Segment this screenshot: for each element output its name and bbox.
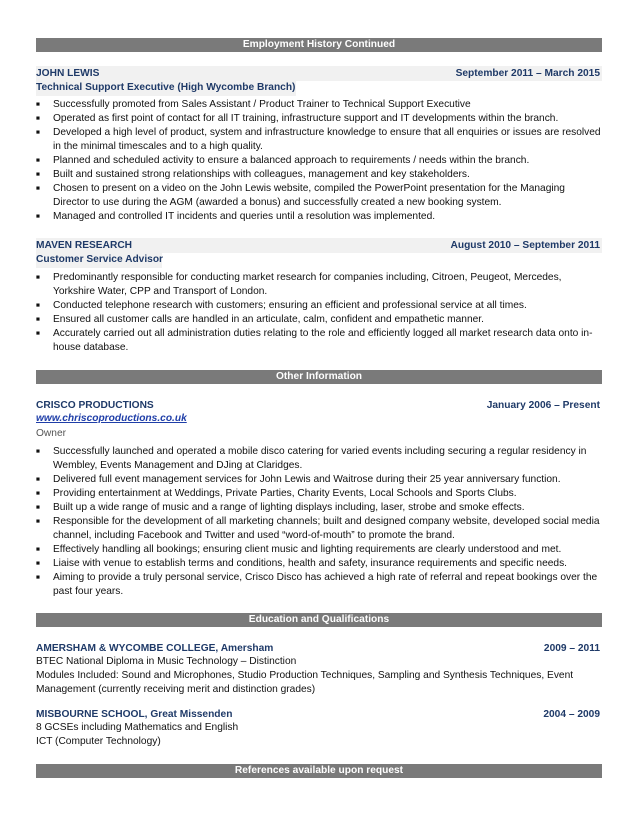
job-role: Customer Service Advisor <box>36 254 164 265</box>
company-name: MAVEN RESEARCH <box>36 239 133 251</box>
section-header-references: References available upon request <box>36 764 602 778</box>
list-item: ■ Effectively handling all bookings; ensuring client music and lighting requirements are clearly understood and met. <box>36 543 602 557</box>
education-header-misbourne <box>36 707 602 722</box>
list-item: ■ Responsible for the development of all marketing channels; built and designed company website, developed social media channel, including Facebook and Twitter and used “word-of-mouth” to promote the brand. <box>36 515 602 543</box>
job-dates: September 2011 – March 2015 <box>455 67 600 79</box>
education-dates: 2004 – 2009 <box>543 708 600 720</box>
list-item: ■ Ensured all customer calls are handled in an articulate, calm, confident and empathetic manner. <box>36 313 602 327</box>
company-website-link[interactable]: www.chriscoproductions.co.uk <box>36 413 187 424</box>
section-header-other-information: Other Information <box>36 370 602 384</box>
section-header-education: Education and Qualifications <box>36 613 602 627</box>
job-role: Owner <box>36 428 67 439</box>
company-name: JOHN LEWIS <box>36 67 100 79</box>
list-item: ■ Liaise with venue to establish terms and conditions, health and safety, insurance requirements and specific needs. <box>36 557 602 571</box>
list-item: ■ Accurately carried out all administration duties relating to the role and efficiently logged all market research data onto in-house database. <box>36 327 602 355</box>
list-item: ■ Chosen to present on a video on the John Lewis website, compiled the PowerPoint presentation for the Managing Director to use during the AGM (awarded a bonus) and successfully created a new booking system. <box>36 182 602 210</box>
list-item: ■ Developed a high level of product, system and infrastructure knowledge to ensure that all enquiries or issues are resolved in the minimal timescales and to a high quality. <box>36 126 602 154</box>
list-item: ■ Providing entertainment at Weddings, Private Parties, Charity Events, Local Schools and Sports Clubs. <box>36 487 602 501</box>
list-item: ■ Predominantly responsible for conducting market research for companies including, Citroen, Peugeot, Mercedes, Yorkshire Water, CPP and Transport of London. <box>36 271 602 299</box>
education-line: 8 GCSEs including Mathematics and English <box>36 722 239 733</box>
education-line: Modules Included: Sound and Microphones, Studio Production Techniques, Sampling and Synthesis Techniques, Event Management (currently receiving merit and distinction grades) <box>36 670 574 695</box>
list-item: ■ Successfully promoted from Sales Assistant / Product Trainer to Technical Support Executive <box>36 98 602 112</box>
job-bullets-maven-research <box>36 271 602 355</box>
list-item: ■ Operated as first point of contact for all IT training, infrastructure support and IT developments within the branch. <box>36 112 602 126</box>
job-dates: August 2010 – September 2011 <box>450 239 600 251</box>
list-item: ■ Conducted telephone research with customers; ensuring an efficient and professional service at all times. <box>36 299 602 313</box>
list-item: ■ Successfully launched and operated a mobile disco catering for varied events including securing a regular residency in Wembley, Events Management and DJing at Claridges. <box>36 445 602 473</box>
company-name: CRISCO PRODUCTIONS <box>36 399 154 411</box>
job-header-maven-research <box>36 238 602 253</box>
list-item: ■ Aiming to provide a truly personal service, Crisco Disco has achieved a high rate of referral and repeat bookings over the past four years. <box>36 571 602 599</box>
list-item: ■ Built up a wide range of music and a range of lighting displays including, laser, strobe and smoke effects. <box>36 501 602 515</box>
job-role: Technical Support Executive (High Wycombe Branch) <box>36 82 296 93</box>
job-header-crisco-productions <box>36 398 602 413</box>
job-bullets-john-lewis <box>36 98 602 224</box>
job-bullets-crisco <box>36 445 602 599</box>
list-item: ■ Managed and controlled IT incidents and queries until a resolution was implemented. <box>36 210 602 224</box>
education-details-misbourne <box>36 721 602 749</box>
list-item: ■ Planned and scheduled activity to ensure a balanced approach to requirements / needs within the branch. <box>36 154 602 168</box>
job-header-john-lewis <box>36 66 602 81</box>
list-item: ■ Built and sustained strong relationships with colleagues, management and key stakeholders. <box>36 168 602 182</box>
school-name: MISBOURNE SCHOOL, Great Missenden <box>36 708 233 720</box>
education-line: BTEC National Diploma in Music Technology – Distinction <box>36 656 297 667</box>
list-item: ■ Delivered full event management services for John Lewis and Waitrose during their 25 year anniversary function. <box>36 473 602 487</box>
education-dates: 2009 – 2011 <box>543 642 600 654</box>
section-header-employment: Employment History Continued <box>36 38 602 52</box>
education-header-amersham <box>36 641 602 656</box>
job-dates: January 2006 – Present <box>486 399 600 411</box>
education-details-amersham <box>36 655 602 697</box>
education-line: ICT (Computer Technology) <box>36 736 161 747</box>
school-name: AMERSHAM & WYCOMBE COLLEGE, Amersham <box>36 642 274 654</box>
